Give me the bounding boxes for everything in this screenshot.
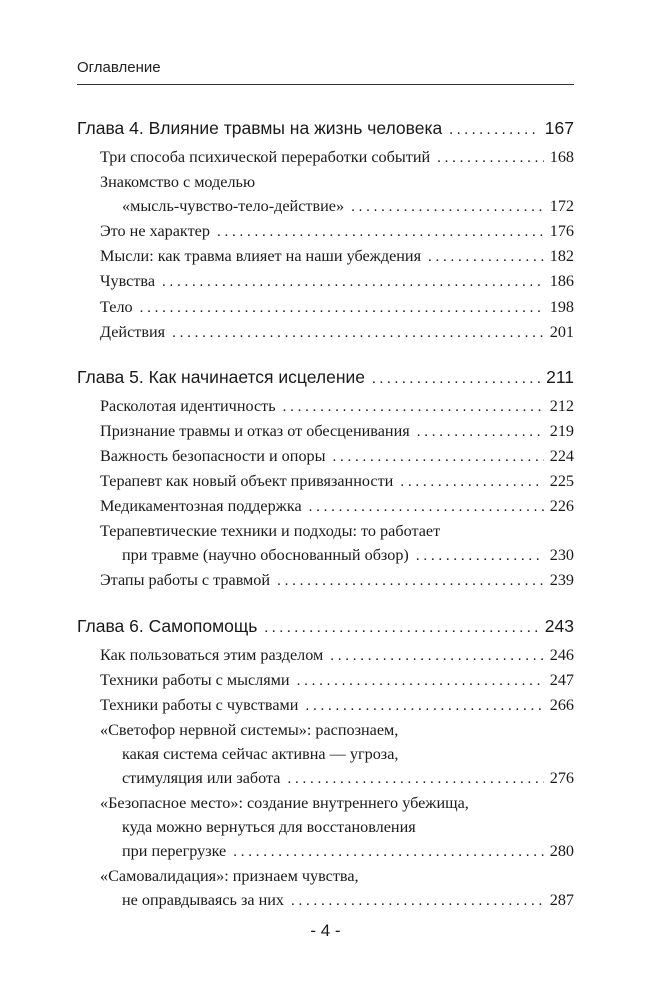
toc-entry[interactable] (77, 494, 574, 519)
dot-leader (417, 420, 544, 444)
dot-leader (351, 195, 544, 219)
toc-entry-title: какая система сейчас активна — угроза, (122, 744, 399, 763)
toc-entry-line (100, 394, 574, 419)
running-head: Оглавление (77, 59, 161, 76)
toc-entry-title: Техники работы с чувствами (100, 695, 299, 714)
toc-entry-line (100, 643, 574, 668)
chapter-page-number: 167 (544, 118, 574, 138)
toc-entry[interactable] (77, 244, 574, 269)
toc-entry[interactable] (77, 170, 574, 219)
toc-entry-line (100, 839, 574, 864)
toc-entry-page-number: 226 (549, 497, 574, 516)
toc-entry-title: Расколотая идентичность (100, 396, 276, 415)
toc-entry-title: Три способа психической переработки событий (100, 148, 431, 166)
toc-entry-line (100, 668, 574, 693)
dot-leader (330, 644, 543, 668)
toc-entry[interactable] (77, 444, 574, 469)
toc-entry-line (100, 568, 574, 593)
dot-leader (277, 569, 544, 593)
toc-entry[interactable] (77, 668, 574, 693)
toc-entry-title: Важность безопасности и опоры (100, 446, 326, 465)
toc-entry-title: «Самовалидация»: признаем чувства, (100, 867, 359, 886)
toc-entry-title: Тело (100, 297, 133, 316)
dot-leader (416, 544, 544, 568)
header-rule (77, 84, 574, 85)
toc-entry-title: «мысль-чувство-тело-действие» (122, 197, 345, 216)
toc-entry[interactable] (77, 718, 574, 791)
toc-entry[interactable] (77, 693, 574, 718)
toc-entry-title: куда можно вернуться для восстановления (122, 818, 416, 837)
toc-entry[interactable] (77, 219, 574, 244)
toc-entry[interactable] (77, 568, 574, 593)
toc-entry[interactable] (77, 320, 574, 345)
toc-entry-line (100, 519, 574, 543)
toc-entry-title: стимуляция или забота (122, 768, 281, 787)
toc-entry-page-number: 246 (549, 645, 574, 664)
toc-entry-line (100, 320, 574, 345)
toc-entry-title: при перегрузке (122, 842, 227, 861)
toc-entry-page-number: 219 (549, 421, 574, 440)
chapter-page-number: 243 (544, 615, 574, 636)
toc-entry-line (100, 145, 574, 170)
toc-entry-page-number: 239 (549, 571, 574, 590)
toc-entry-line (100, 170, 574, 194)
toc-entry-title: Терапевтические техники и подходы: то работает (100, 522, 441, 541)
toc-entry-line (100, 419, 574, 444)
toc-entry-title: Чувства (100, 272, 156, 291)
dot-leader (291, 889, 544, 913)
page-number: - 4 - (310, 921, 341, 940)
toc-entry-page-number: 225 (549, 472, 574, 491)
toc-entry[interactable] (77, 145, 574, 170)
toc-entry-page-number: 276 (549, 768, 574, 787)
dot-leader (264, 614, 538, 643)
toc-entry-title: Медикаментозная поддержка (100, 497, 302, 516)
toc-entry-page-number: 172 (549, 197, 574, 216)
toc-entry-title: Техники работы с мыслями (100, 670, 290, 689)
chapter-heading[interactable] (77, 612, 574, 643)
toc-entry-line (100, 194, 574, 219)
dot-leader (283, 395, 544, 419)
dot-leader (309, 495, 544, 519)
dot-leader (140, 296, 544, 320)
dot-leader (437, 146, 544, 170)
toc-entry-page-number: 186 (549, 272, 574, 291)
toc-entry-page-number: 247 (549, 670, 574, 689)
toc-entry-title: Мысли: как травма влияет на наши убеждения (100, 247, 422, 266)
toc-entry-page-number: 176 (549, 222, 574, 241)
toc-entry-line (100, 693, 574, 718)
toc-entry-page-number: 168 (549, 148, 574, 166)
toc-entry-page-number: 230 (549, 546, 574, 565)
toc-entry-title: Терапевт как новый объект привязанности (100, 472, 394, 491)
dot-leader (400, 470, 543, 494)
chapter-title: Глава 4. Влияние травмы на жизнь человека (77, 118, 443, 138)
toc-entry-line (100, 219, 574, 244)
toc-entry[interactable] (77, 864, 574, 913)
dot-leader (333, 445, 544, 469)
dot-leader (162, 270, 544, 294)
dot-leader (288, 767, 544, 791)
toc-entry-line (100, 494, 574, 519)
toc-entry[interactable] (77, 394, 574, 419)
chapter-title: Глава 6. Самопомощь (77, 615, 258, 636)
toc-entry[interactable] (77, 295, 574, 320)
toc-entry-line (100, 766, 574, 791)
toc-entry-line (100, 718, 574, 742)
toc-entry-title: Действия (100, 322, 166, 341)
toc-chapter (77, 363, 574, 594)
toc-entry-page-number: 182 (549, 247, 574, 266)
toc-entry-line (100, 469, 574, 494)
toc-entry[interactable] (77, 469, 574, 494)
toc-entry-line (100, 815, 574, 839)
toc-entry-line (100, 269, 574, 294)
toc-entry-line (100, 295, 574, 320)
chapter-title: Глава 5. Как начинается исцеление (77, 366, 366, 387)
toc-entry[interactable] (77, 269, 574, 294)
toc-entry-page-number: 212 (549, 396, 574, 415)
toc-entry-page-number: 287 (549, 891, 574, 910)
toc-entry-line (100, 864, 574, 888)
toc-entry-page-number: 198 (549, 297, 574, 316)
toc-entry[interactable] (77, 519, 574, 568)
toc-entry-title: «Безопасное место»: создание внутреннего убежища, (100, 794, 469, 813)
toc-entry-page-number: 280 (549, 842, 574, 861)
toc-entry-line (100, 543, 574, 568)
toc-entry-title: Знакомство с моделью (100, 173, 256, 192)
toc-entry-line (100, 244, 574, 269)
toc-entry-line (100, 888, 574, 913)
dot-leader (372, 365, 540, 394)
toc-entry-title: Как пользоваться этим разделом (100, 645, 324, 664)
dot-leader (233, 840, 543, 864)
chapter-heading[interactable] (77, 114, 574, 145)
toc-chapter (77, 114, 574, 345)
chapter-page-number: 211 (546, 366, 574, 387)
toc-entry-title: Признание травмы и отказ от обесценивания (100, 421, 410, 440)
toc-entry-title: Это не характер (100, 222, 210, 241)
dot-leader (172, 321, 544, 345)
toc-entry-title: при травме (научно обоснованный обзор) (122, 546, 409, 565)
toc-entry-page-number: 201 (549, 322, 574, 341)
dot-leader (297, 669, 544, 693)
toc-entry-title: Этапы работы с травмой (100, 571, 271, 590)
dot-leader (428, 245, 544, 269)
toc-entry[interactable] (77, 643, 574, 668)
toc-entry-line (100, 742, 574, 766)
toc-entry[interactable] (77, 419, 574, 444)
dot-leader (305, 694, 543, 718)
toc-entry[interactable] (77, 791, 574, 864)
dot-leader (217, 220, 544, 244)
toc-entry-line (100, 791, 574, 815)
toc-entry-page-number: 266 (549, 695, 574, 714)
toc-entry-line (100, 444, 574, 469)
toc-chapter (77, 612, 574, 914)
chapter-heading[interactable] (77, 363, 574, 394)
toc-entry-title: не оправдываясь за них (122, 891, 285, 910)
toc-entry-page-number: 224 (549, 446, 574, 465)
table-of-contents (77, 114, 574, 932)
dot-leader (449, 116, 539, 145)
toc-entry-title: «Светофор нервной системы»: распознаем, (100, 720, 399, 739)
